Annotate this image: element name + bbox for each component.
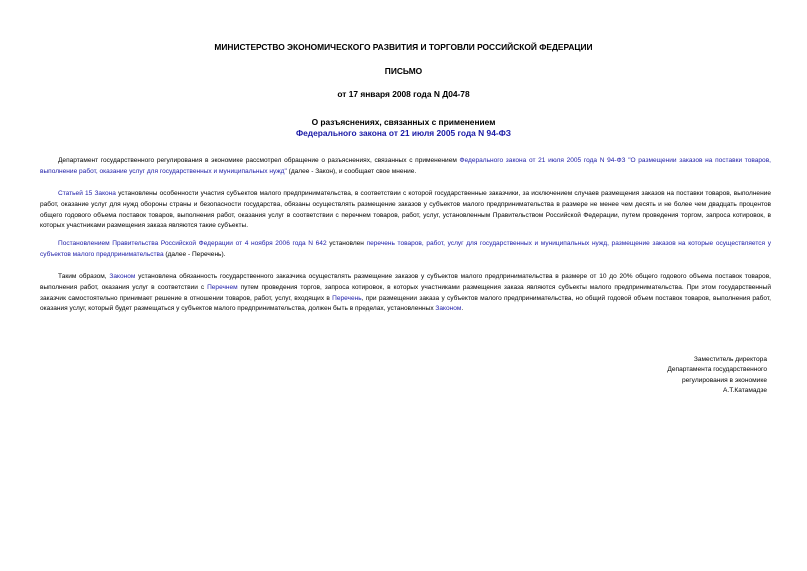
paragraph-text: (далее - Перечень). [163, 250, 226, 258]
paragraph-text: путем проведения торгов, запроса котировок, в которых участниками размещения заказа являются субъекты малого предпринимательства. При этом государственный заказчик самостоятельно принимает решение в отношении товаров, работ, услуг, входящих в [40, 283, 771, 302]
signer-title: Заместитель директора [693, 356, 767, 363]
paragraph-1 [40, 156, 771, 178]
document-subject: О разъяснениях, связанных с применением [311, 117, 496, 127]
resolution-642-link[interactable]: Постановлением Правительства Российской Федерации от 4 ноября 2006 года N 642 [58, 240, 327, 247]
signer-name: А.Т.Катамадзе [723, 386, 767, 394]
paragraph-text: . [461, 305, 464, 313]
paragraph-text: Департамент государственного регулирования в экономике рассмотрел обращение о разъяснениях, связанных с применением [58, 157, 460, 164]
paragraph-text: установлен [326, 240, 367, 247]
signature-block [567, 355, 767, 396]
ministry-heading: МИНИСТЕРСТВО ЭКОНОМИЧЕСКОГО РАЗВИТИЯ И ТОРГОВЛИ РОССИЙСКОЙ ФЕДЕРАЦИИ [214, 42, 593, 52]
paragraph-text: установлены особенности участия субъектов малого предпринимательства, в соответствии с которой государственные заказчики, за исключением случаев размещения заказов на поставки товаров, выполнение работ, оказание услуг для нужд обороны страны и безопасности государства, обязаны осуществлять размещение заказов у субъектов малого предпринимательства в размере не менее чем десять и не более чем двадцать процентов общего годового объема поставок товаров, выполнения работ, оказания услуг в соответствии с перечнем товаров, работ, услуг, установленным Правительством Российской Федерации, путем проведения торгом, запроса котировок, в которых участниками размещения заказа являются такие субъекты. [40, 190, 771, 230]
document-type: ПИСЬМО [384, 66, 423, 76]
paragraph-text: Таким образом, [58, 273, 110, 280]
signer-department: Департамента государственного [667, 366, 767, 374]
list-link[interactable]: Перечень [332, 294, 362, 302]
paragraph-text: установлена обязанность государственного заказчика осуществлять размещение заказов у субъектов малого предпринимательства в размере от 10 до 20% общего годового объема поставок товаров, выполнения работ, оказания услуг в соответствии с [40, 273, 771, 291]
goods-list-link[interactable]: перечень товаров, работ, услуг для государственных и муниципальных нужд, размещение заказов на которые осуществляется у субъектов малого предпринимательства [40, 240, 771, 258]
law-link[interactable]: Законом [435, 305, 462, 313]
law-94fz-link[interactable]: Федерального закона от 21 июля 2005 года N 94-ФЗ "О размещении заказов на поставки товаров, выполнение работ, оказание услуг для государственных и муниципальных нужд" [40, 157, 772, 175]
paragraph-text: , при размещении заказа у субъектов малого предпринимательства, но общий годовой объем поставок товаров, выполнения работ, оказания услуг, который будет размещаться у субъектов малого предпринимательства, должен быть в пределах, установленных [40, 294, 771, 313]
paragraph-2 [40, 189, 771, 232]
subject-law-line [0, 128, 807, 138]
paragraph-3 [40, 239, 771, 261]
article-15-link[interactable]: Статьей 15 Закона [58, 190, 116, 197]
list-link[interactable]: Перечнем [207, 283, 238, 291]
paragraph-4 [40, 272, 771, 315]
paragraph-text: (далее - Закон), и сообщает свое мнение. [286, 167, 417, 175]
document-date: от 17 января 2008 года N Д04-78 [337, 89, 470, 99]
law-link[interactable]: Законом [109, 273, 136, 280]
subject-law-link[interactable]: Федерального закона от 21 июля 2005 года N 94-ФЗ [295, 128, 512, 138]
signer-department: регулирования в экономике [681, 376, 767, 384]
